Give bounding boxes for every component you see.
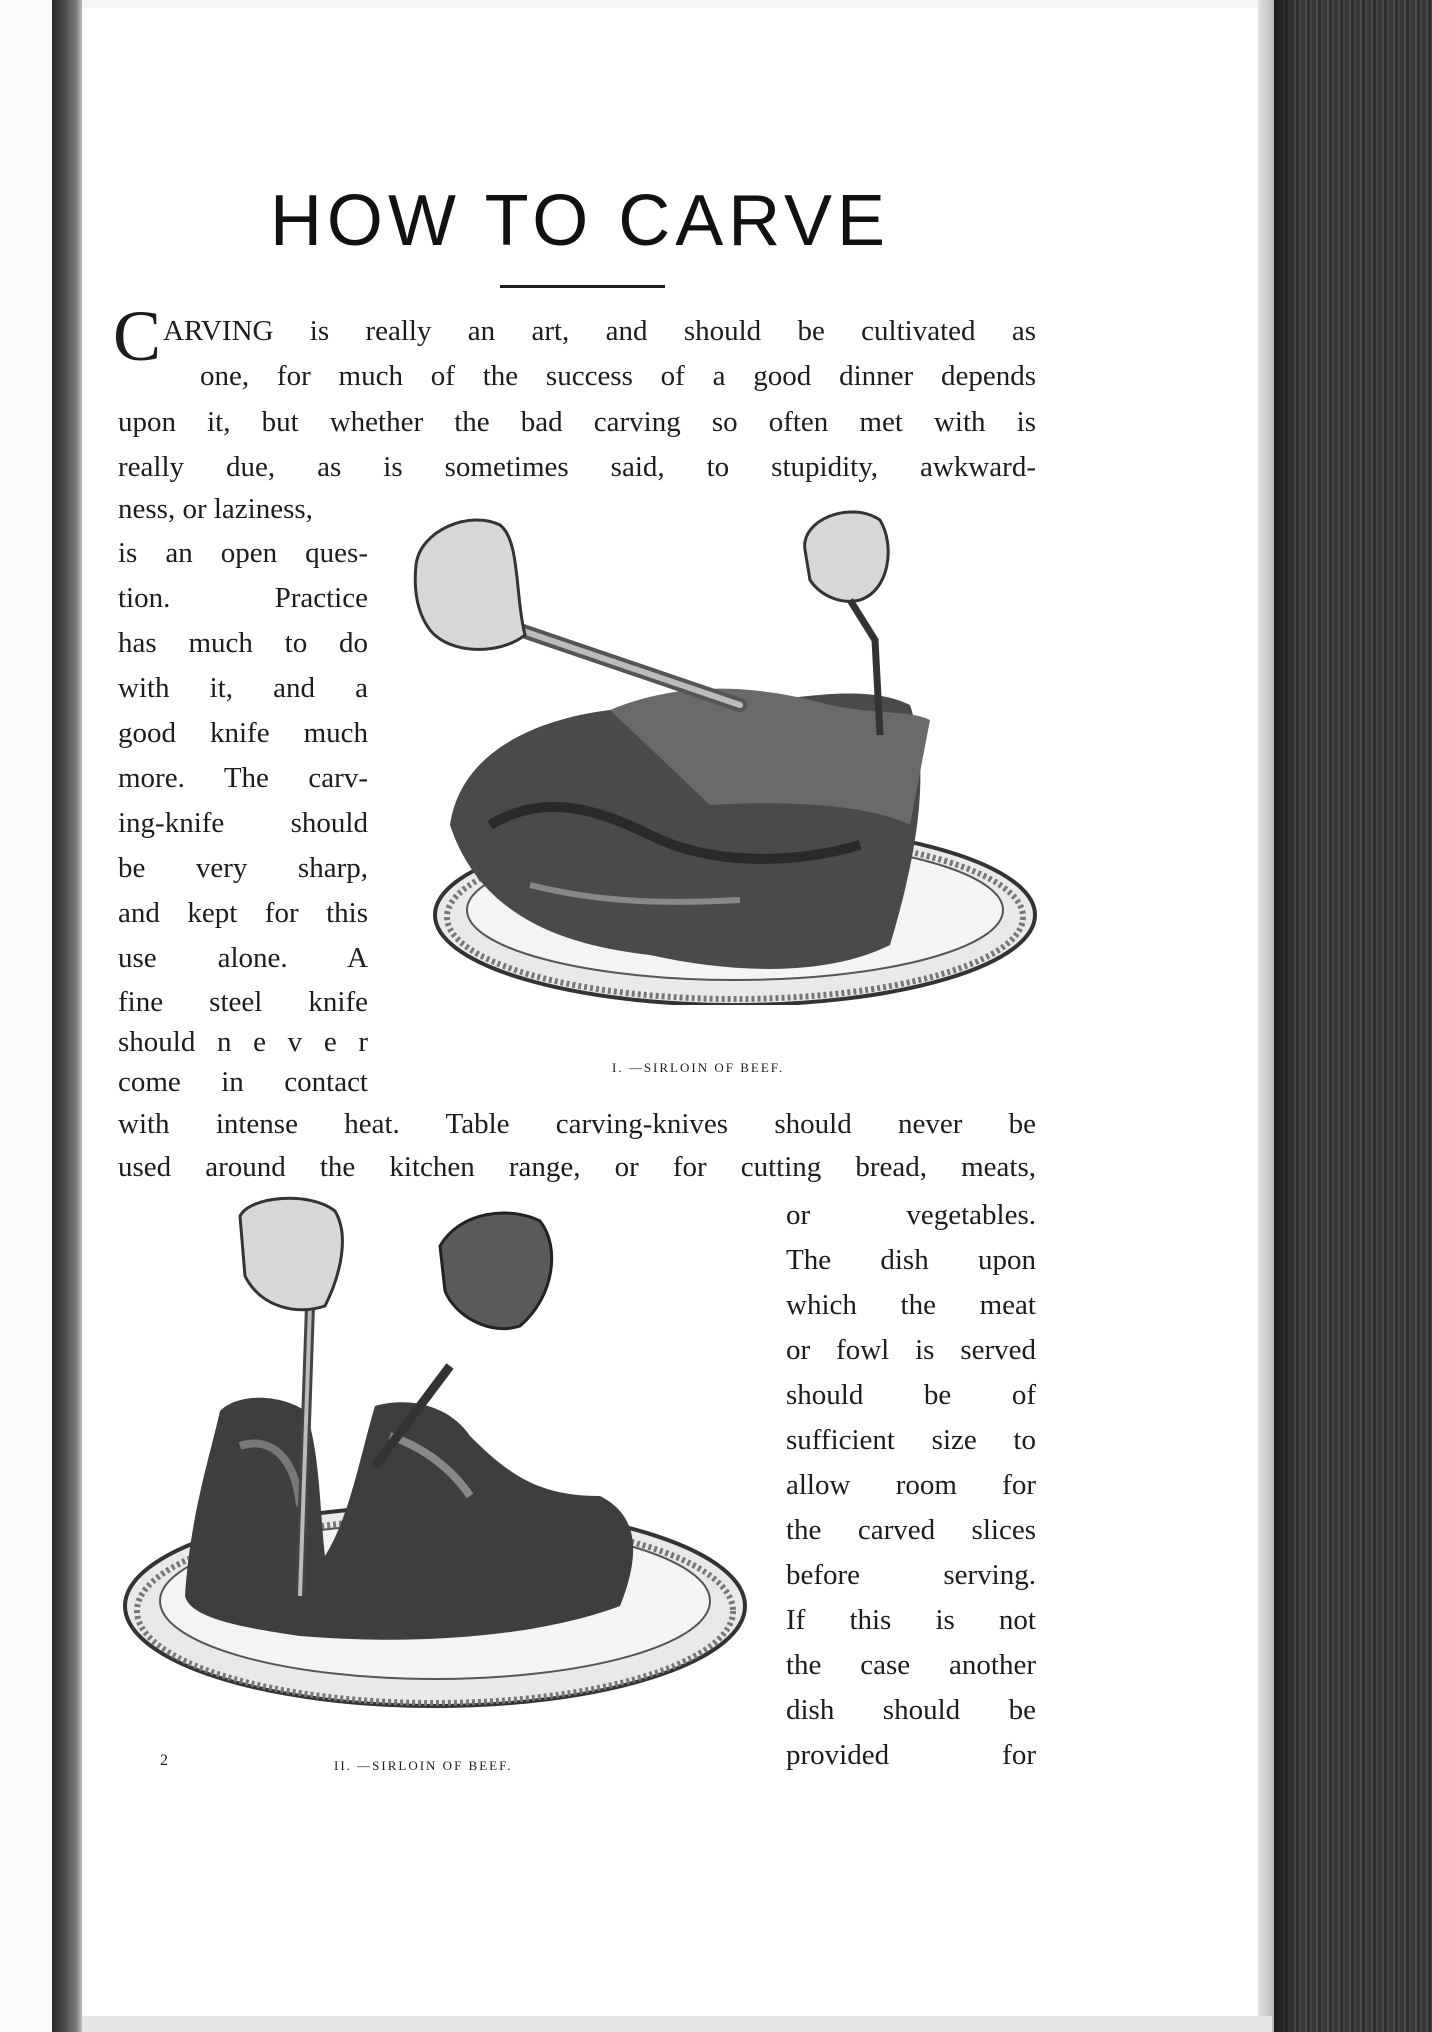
- text-line-2: one, for much of the success of a good dinner depends: [200, 360, 1036, 392]
- text-line-9: with it, and a: [118, 672, 368, 704]
- text-line-7: tion. Practice: [118, 582, 368, 614]
- text-line-1: [163, 311, 1036, 351]
- text-line-26: sufficient size to: [786, 1424, 1036, 1456]
- text-line-27: allow room for: [786, 1469, 1036, 1501]
- text-line-32: dish should be: [786, 1694, 1036, 1726]
- text-line-1-rest: is really an art, and should be cultivated as: [273, 315, 1036, 347]
- text-line-33: provided for: [786, 1739, 1036, 1771]
- text-line-23: which the meat: [786, 1289, 1036, 1321]
- text-line-22: The dish upon: [786, 1244, 1036, 1276]
- opening-word: ARVING: [163, 315, 274, 347]
- text-line-29: before serving.: [786, 1559, 1036, 1591]
- text-line-5: ness, or laziness,: [118, 493, 313, 525]
- page-edge: [1258, 0, 1274, 2032]
- text-line-30: If this is not: [786, 1604, 1036, 1636]
- text-line-31: the case another: [786, 1649, 1036, 1681]
- text-line-17: should n e v e r: [118, 1026, 368, 1058]
- text-line-15: use alone. A: [118, 942, 368, 974]
- text-line-8: has much to do: [118, 627, 368, 659]
- page-number: 2: [160, 1752, 168, 1769]
- sirloin-illustration-1: [410, 505, 1040, 1005]
- text-line-10: good knife much: [118, 717, 368, 749]
- left-page-margin: [0, 0, 52, 2032]
- page-bottom-shadow: [82, 2016, 1272, 2032]
- book-gutter: [52, 0, 82, 2032]
- text-line-24: or fowl is served: [786, 1334, 1036, 1366]
- text-line-21: or vegetables.: [786, 1199, 1036, 1231]
- text-line-25: should be of: [786, 1379, 1036, 1411]
- text-line-20: used around the kitchen range, or for cutting bread, meats,: [118, 1151, 1036, 1183]
- illustration-2-caption: II. —SIRLOIN OF BEEF.: [334, 1758, 513, 1773]
- text-line-19: with intense heat. Table carving-knives should never be: [118, 1108, 1036, 1140]
- book-cover-edge: [1274, 0, 1432, 2032]
- text-line-28: the carved slices: [786, 1514, 1036, 1546]
- text-line-3: upon it, but whether the bad carving so often met with is: [118, 406, 1036, 438]
- text-line-4: really due, as is sometimes said, to stupidity, awkward-: [118, 451, 1036, 483]
- text-line-18: come in contact: [118, 1066, 368, 1098]
- text-line-12: ing-knife should: [118, 807, 368, 839]
- text-line-6: is an open ques-: [118, 537, 368, 569]
- text-line-16: fine steel knife: [118, 986, 368, 1018]
- text-line-14: and kept for this: [118, 897, 368, 929]
- sirloin-illustration-2: [120, 1196, 760, 1736]
- text-line-13: be very sharp,: [118, 852, 368, 884]
- page-title: HOW TO CARVE: [269, 181, 891, 261]
- text-line-11: more. The carv-: [118, 762, 368, 794]
- drop-cap: C: [113, 296, 162, 376]
- title-rule: [500, 285, 665, 288]
- illustration-1-caption: I. —SIRLOIN OF BEEF.: [612, 1060, 785, 1075]
